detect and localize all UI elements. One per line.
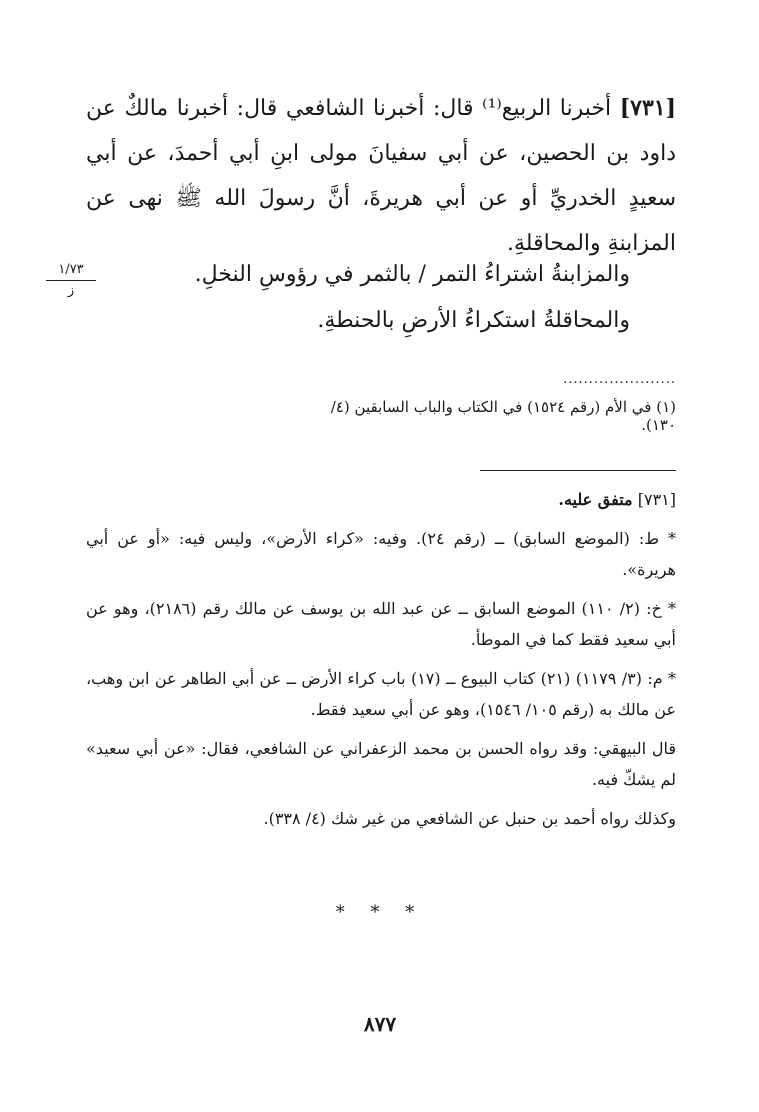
takhrij-heading-number: [٧٣١] [637,490,676,509]
hadith-body: أخبرنا الربيع⁽¹⁾ قال: أخبرنا الشافعي قال: أخبرنا مالكٌ عن داود بن الحصين، عن أبي سفيانَ مولى ابنِ أبي أحمدَ، عن أبي سعيدٍ الخدريِّ أو عن أبي هريرةَ، أنَّ رسولَ الله ﷺ نهى عن المزابنةِ والمحاقلةِ. [86,96,676,256]
takhrij-notes [86,484,676,842]
definition-muzabana: والمزابنةُ اشتراءُ التمر / بالثمر في رؤوسِ النخلِ. [194,262,630,287]
margin-ref-bottom: ز [67,283,75,298]
takhrij-rule [480,470,676,471]
hadith-number: [٧٣١] [619,95,677,121]
takhrij-item: قال البيهقي: وقد رواه الحسن بن محمد الزعفراني عن الشافعي، فقال: «عن أبي سعيد» لم يشكّ فيه. [86,739,676,789]
margin-ref-rule [46,280,96,281]
footnote: (١) في الأم (رقم ١٥٢٤) في الكتاب والباب السابقين (٤/ ١٣٠). [330,398,676,434]
page-number: ٨٧٧ [363,1012,397,1036]
footnote-separator: ...................... [563,372,676,387]
takhrij-item: * ط: (الموضع السابق) ــ (رقم ٢٤). وفيه: «كراء الأرض»، وليس فيه: «أو عن أبي هريرة». [86,529,677,579]
section-divider-stars: * * * [335,902,425,923]
takhrij-item: وكذلك رواه أحمد بن حنبل عن الشافعي من غير شك (٤/ ٣٣٨). [263,809,676,828]
takhrij-item: * خ: (٢/ ١١٠) الموضع السابق ــ عن عبد الله بن يوسف عن مالك رقم (٢١٨٦)، وهو عن أبي سعيد فقط كما في الموطأ. [86,599,677,649]
takhrij-heading-text: متفق عليه. [558,490,633,509]
takhrij-heading [86,484,676,515]
margin-reference [46,262,96,299]
margin-ref-top: ١/٧٣ [58,262,84,277]
hadith-text [86,86,676,266]
takhrij-item: * م: (٣/ ١١٧٩) (٢١) كتاب البيوع ــ (١٧) باب كراء الأرض ــ عن أبي الطاهر عن ابن وهب، عن مالك به (رقم ١٠٥/ ١٥٤٦)، وهو عن أبي سعيد فقط. [86,669,676,719]
definition-muhaqala: والمحاقلةُ استكراءُ الأرضِ بالحنطةِ. [317,308,630,333]
